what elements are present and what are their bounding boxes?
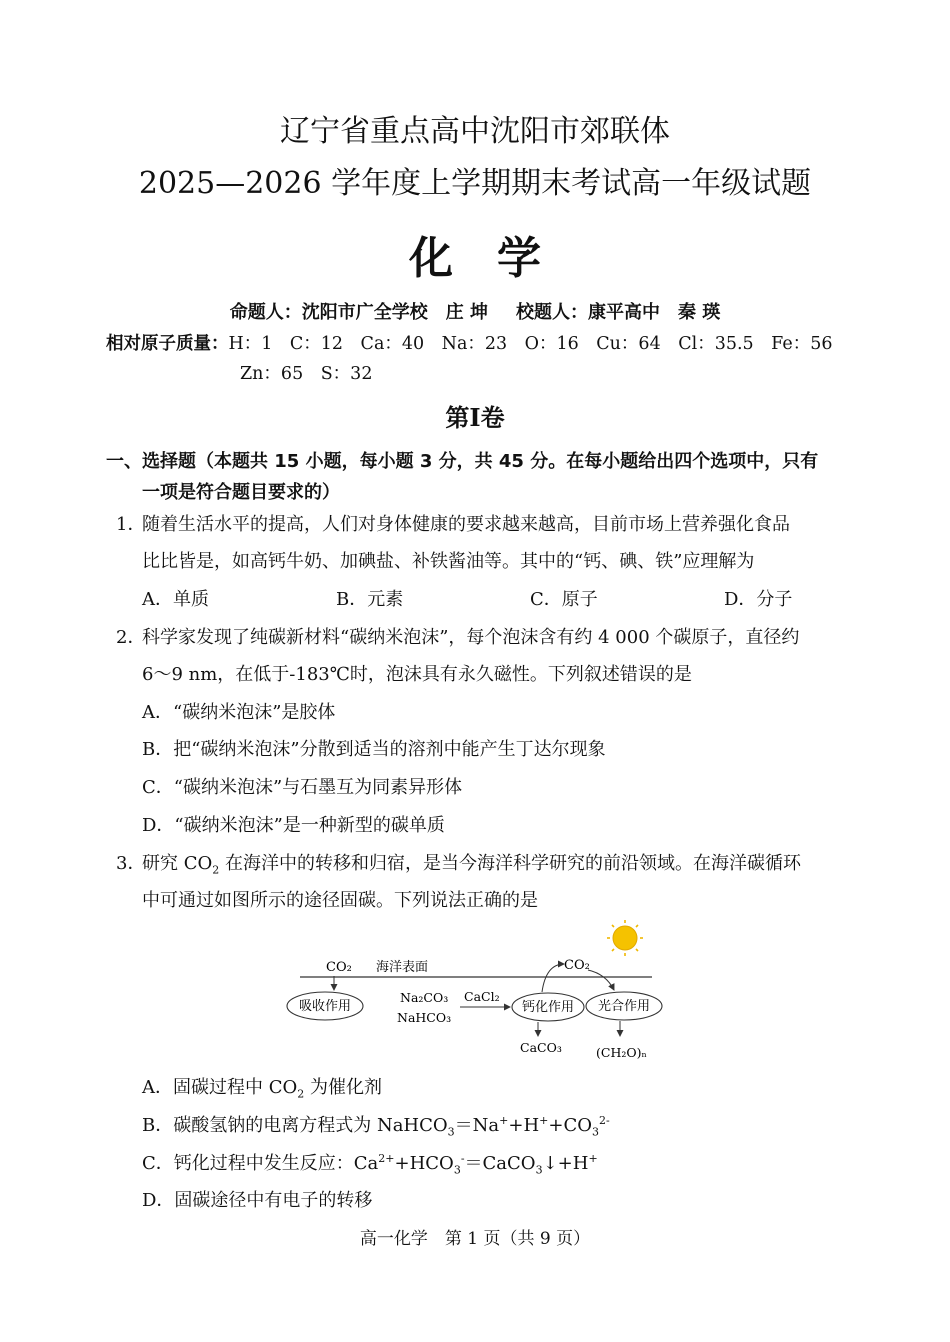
subject-title: 化学	[409, 233, 585, 284]
atomic-mass-line-2: Zn：65 S：32	[240, 364, 373, 384]
co2-right-label: CO₂	[564, 958, 590, 973]
question-1-option-c: C．原子	[530, 589, 598, 610]
photosyn-label: 光合作用	[597, 999, 651, 1014]
carbon-cycle-diagram	[270, 918, 680, 1064]
title-line-2: 2025—2026 学年度上学期期末考试高一年级试题	[138, 166, 812, 201]
page-footer: 高一化学 第 1 页（共 9 页）	[359, 1229, 591, 1249]
question-1-option-b: B．元素	[336, 589, 404, 610]
question-3-number: 3．	[116, 853, 146, 874]
section-title-line-1: 一、选择题（本题共 15 小题，每小题 3 分，共 45 分。在每小题给出四个选项中，只有	[106, 451, 819, 472]
cacl2-label: CaCl₂	[464, 989, 500, 1004]
atomic-mass-line-1	[106, 330, 832, 355]
sun-icon	[607, 920, 643, 956]
ch2o-label: (CH₂O)ₙ	[596, 1045, 647, 1060]
calcify-label: 钙化作用	[521, 1000, 575, 1015]
section-title-line-2: 一项是符合题目要求的）	[142, 482, 340, 503]
question-1-stem-line-1: 随着生活水平的提高，人们对身体健康的要求越来越高，目前市场上营养强化食品	[142, 514, 790, 535]
question-2-stem-line-1: 科学家发现了纯碳新材料“碳纳米泡沫”，每个泡沫含有约 4 000 个碳原子，直径约	[142, 627, 800, 648]
author-label: 命题人：沈阳市广全学校 庄 坤	[229, 302, 488, 323]
question-2-option-b: B．把“碳纳米泡沫”分散到适当的溶剂中能产生丁达尔现象	[142, 739, 606, 760]
question-1-option-d: D．分子	[724, 589, 793, 610]
question-3-option-d: D．固碳途径中有电子的转移	[142, 1190, 373, 1211]
question-3-option-a: A．固碳过程中 $CO_2$ 为催化剂	[142, 1077, 382, 1101]
co2-release-arrow	[542, 964, 564, 992]
co2-photosyn-arrow	[588, 970, 614, 990]
co2-left-label: CO₂	[326, 960, 352, 975]
question-1-option-a: A．单质	[142, 589, 209, 610]
atomic-mass-label: 相对原子质量：	[106, 334, 229, 354]
question-2-option-d: D．“碳纳米泡沫”是一种新型的碳单质	[142, 815, 445, 836]
reviewer-label: 校题人：康平高中 秦 瑛	[516, 302, 721, 323]
title-line-1: 辽宁省重点高中沈阳市郊联体	[280, 114, 670, 149]
sea-surface-label: 海洋表面	[376, 960, 429, 975]
question-2-number: 2．	[116, 627, 146, 648]
question-3-option-b: B．碳酸氢钠的电离方程式为 $NaHCO_3=Na^++H^++CO_3^{2-}$	[142, 1114, 610, 1139]
question-3-option-c: C．钙化过程中发生反应：$Ca^{2+}+HCO_3^-=CaCO_3↓+H^+$	[142, 1152, 598, 1177]
question-1-stem-line-2: 比比皆是，如高钙牛奶、加碘盐、补铁酱油等。其中的“钙、碘、铁”应理解为	[142, 551, 755, 572]
volume-heading: 第Ⅰ卷	[445, 403, 505, 432]
question-3-stem-line-2: 中可通过如图所示的途径固碳。下列说法正确的是	[142, 890, 538, 911]
absorb-label: 吸收作用	[298, 999, 352, 1014]
atomic-mass-values: H：1 C：12 Ca：40 Na：23 O：16 Cu：64 Cl：35.5 Fe：56	[228, 334, 833, 354]
question-2-stem-line-2: 6～9 nm，在低于-183℃时，泡沫具有永久磁性。下列叙述错误的是	[142, 664, 692, 685]
nahco3-label: NaHCO₃	[397, 1010, 452, 1025]
author-line	[0, 298, 950, 324]
na2co3-label: Na₂CO₃	[400, 990, 449, 1005]
question-2-option-a: A．“碳纳米泡沫”是胶体	[142, 702, 336, 723]
question-3-stem-line-1: 研究 $CO_2$ 在海洋中的转移和归宿，是当今海洋科学研究的前沿领域。在海洋碳循环	[142, 853, 801, 877]
caco3-label: CaCO₃	[520, 1040, 562, 1055]
question-2-option-c: C．“碳纳米泡沫”与石墨互为同素异形体	[142, 777, 463, 798]
question-1-number: 1．	[116, 514, 146, 535]
